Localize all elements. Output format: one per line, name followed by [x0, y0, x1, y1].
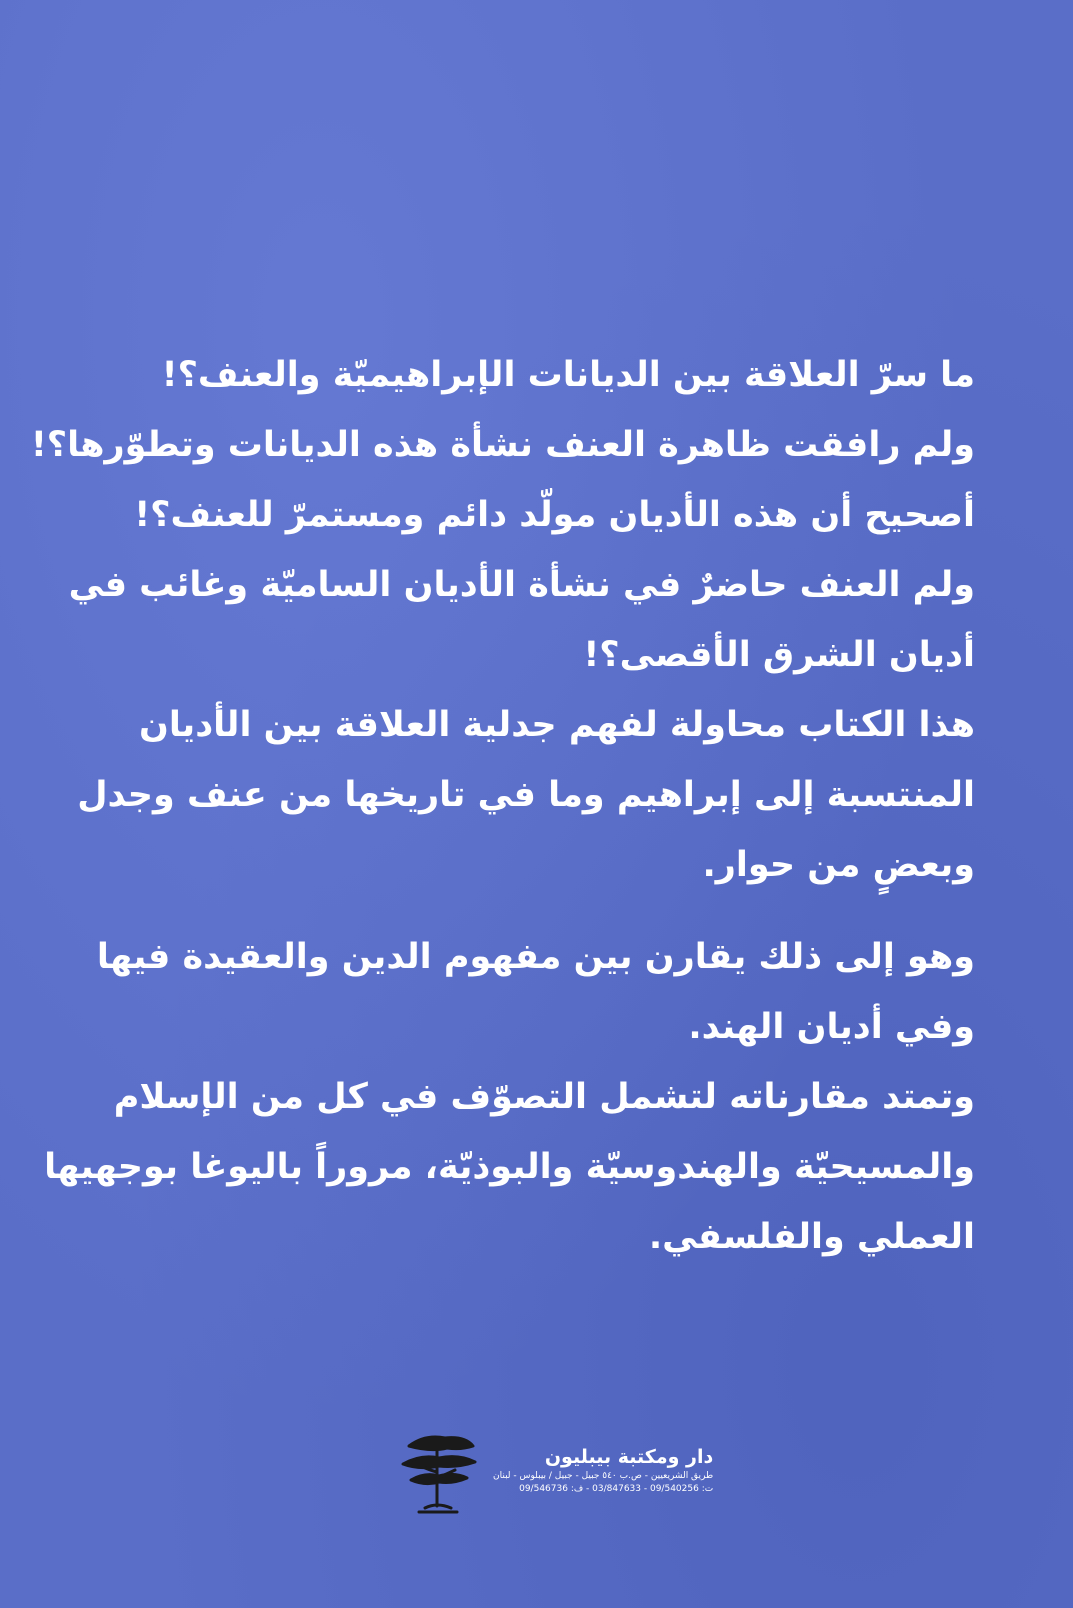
blurb-line: ولم العنف حاضرٌ في نشأة الأديان الساميّة وغائب في [68, 565, 975, 605]
blurb-text [30, 340, 975, 1272]
blurb-line: وفي أديان الهند. [688, 1007, 975, 1047]
publisher-address: طريق الشريعيين - ص.ب ٥٤٠ جبيل - جبيل / بيبلوس - لبنان [493, 1471, 714, 1481]
blurb-line: ولم رافقت ظاهرة العنف نشأة هذه الديانات وتطوّرها؟! [30, 425, 975, 465]
blurb-line: أصحيح أن هذه الأديان مولّد دائم ومستمرّ للعنف؟! [134, 495, 975, 535]
blurb-line: والمسيحيّة والهندوسيّة والبوذيّة، مروراً باليوغا بوجهيها [44, 1147, 975, 1187]
publisher-imprint [395, 1426, 713, 1514]
cedar-tree-icon [395, 1426, 479, 1514]
blurb-line: وهو إلى ذلك يقارن بين مفهوم الدين والعقيدة فيها [96, 937, 975, 977]
blurb-line: ما سرّ العلاقة بين الديانات الإبراهيميّة والعنف؟! [161, 355, 975, 395]
blurb-line: وتمتد مقارناته لتشمل التصوّف في كل من الإسلام [113, 1077, 975, 1117]
publisher-name: دار ومكتبة بيبليون [544, 1446, 714, 1468]
blurb-line: هذا الكتاب محاولة لفهم جدلية العلاقة بين الأديان [139, 705, 975, 745]
blurb-line: أديان الشرق الأقصى؟! [583, 635, 975, 675]
blurb-line: المنتسبة إلى إبراهيم وما في تاريخها من عنف وجدل [77, 775, 975, 815]
publisher-details [493, 1444, 713, 1496]
blurb-line: العملي والفلسفي. [648, 1217, 975, 1257]
publisher-phones: ت: 09/540256 - 03/847633 - ف: 09/546736 [519, 1484, 714, 1494]
blurb-line: وبعضٍ من حوار. [702, 845, 975, 885]
paragraph-gap [115, 900, 975, 922]
